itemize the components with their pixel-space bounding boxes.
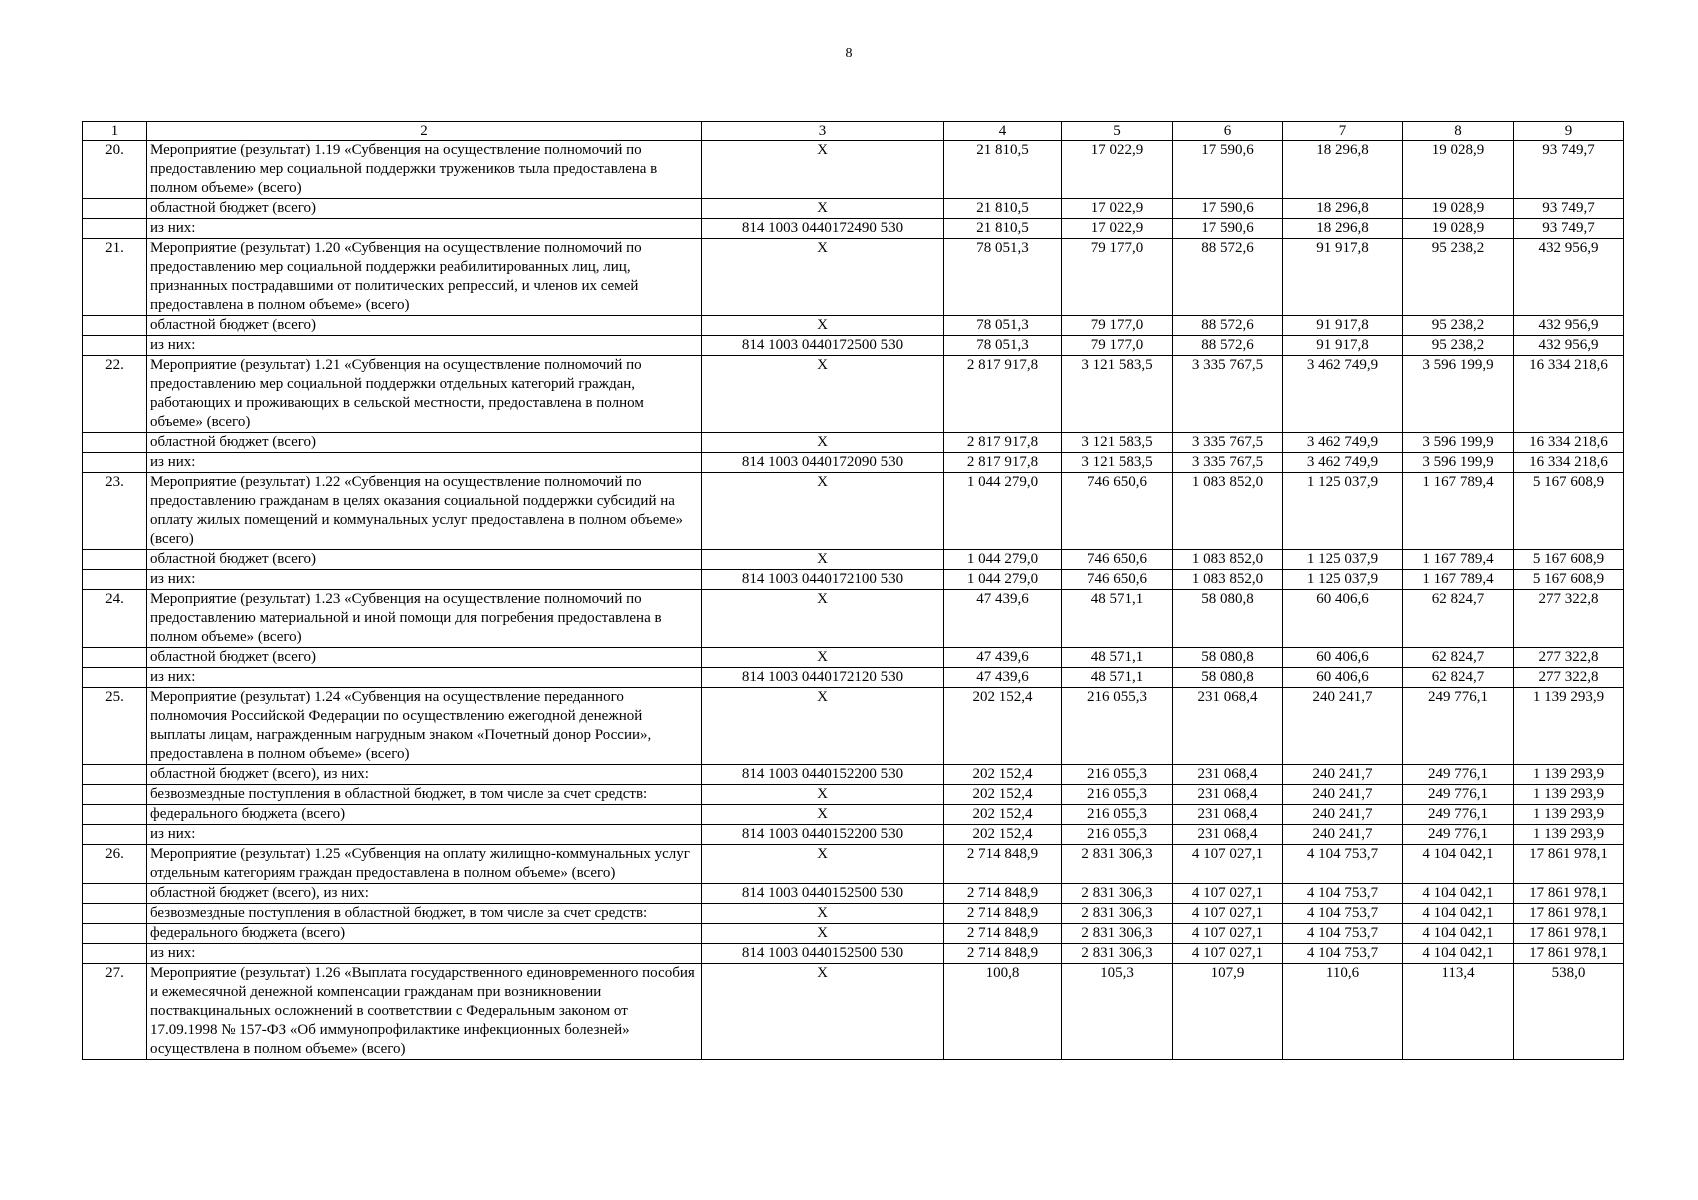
amount-cell: 21 810,5 xyxy=(944,199,1062,219)
amount-cell: 1 083 852,0 xyxy=(1173,570,1283,590)
table-body xyxy=(83,141,1624,1060)
description-cell: Мероприятие (результат) 1.19 «Субвенция на осуществление полномочий по предоставлению мер социальной поддержки тружеников тыла предоставлена в полном объеме» (всего) xyxy=(147,141,702,199)
amount-cell: 2 831 306,3 xyxy=(1062,904,1173,924)
row-number-cell: 27. xyxy=(83,964,147,1060)
amount-cell: 4 107 027,1 xyxy=(1173,845,1283,884)
amount-cell: 2 714 848,9 xyxy=(944,944,1062,964)
amount-cell: 105,3 xyxy=(1062,964,1173,1060)
header-cell: 3 xyxy=(702,122,944,141)
amount-cell: 432 956,9 xyxy=(1514,239,1624,316)
header-cell: 6 xyxy=(1173,122,1283,141)
row-number-cell: 22. xyxy=(83,356,147,433)
table-row xyxy=(83,845,1624,884)
row-number-cell xyxy=(83,944,147,964)
amount-cell: 1 139 293,9 xyxy=(1514,688,1624,765)
amount-cell: 19 028,9 xyxy=(1403,199,1514,219)
page-number: 8 xyxy=(845,46,853,61)
amount-cell: 746 650,6 xyxy=(1062,570,1173,590)
row-number-cell xyxy=(83,336,147,356)
row-number-cell xyxy=(83,805,147,825)
budget-code-cell: X xyxy=(702,239,944,316)
description-cell: из них: xyxy=(147,219,702,239)
amount-cell: 60 406,6 xyxy=(1283,590,1403,648)
amount-cell: 17 022,9 xyxy=(1062,219,1173,239)
table-row xyxy=(83,336,1624,356)
description-cell: Мероприятие (результат) 1.26 «Выплата государственного единовременного пособия и ежемесячной денежной компенсации гражданам при возникновении поствакцинальных осложнений в соответствии с Федеральным законом от 17.09.1998 № 157-ФЗ «Об иммунопрофилактике инфекционных болезней» осуществлена в полном объеме» (всего) xyxy=(147,964,702,1060)
description-cell: областной бюджет (всего), из них: xyxy=(147,765,702,785)
amount-cell: 2 714 848,9 xyxy=(944,904,1062,924)
description-cell: из них: xyxy=(147,668,702,688)
row-number-cell: 21. xyxy=(83,239,147,316)
amount-cell: 79 177,0 xyxy=(1062,336,1173,356)
description-cell: безвозмездные поступления в областной бюджет, в том числе за счет средств: xyxy=(147,904,702,924)
amount-cell: 17 022,9 xyxy=(1062,199,1173,219)
amount-cell: 91 917,8 xyxy=(1283,316,1403,336)
amount-cell: 16 334 218,6 xyxy=(1514,356,1624,433)
amount-cell: 110,6 xyxy=(1283,964,1403,1060)
budget-code-cell: 814 1003 0440152500 530 xyxy=(702,944,944,964)
header-cell: 9 xyxy=(1514,122,1624,141)
amount-cell: 240 241,7 xyxy=(1283,785,1403,805)
row-number-cell: 24. xyxy=(83,590,147,648)
row-number-cell xyxy=(83,825,147,845)
amount-cell: 1 125 037,9 xyxy=(1283,550,1403,570)
amount-cell: 277 322,8 xyxy=(1514,668,1624,688)
amount-cell: 231 068,4 xyxy=(1173,805,1283,825)
amount-cell: 202 152,4 xyxy=(944,785,1062,805)
amount-cell: 240 241,7 xyxy=(1283,765,1403,785)
amount-cell: 249 776,1 xyxy=(1403,785,1514,805)
amount-cell: 1 167 789,4 xyxy=(1403,473,1514,550)
table-row xyxy=(83,239,1624,316)
row-number-cell: 20. xyxy=(83,141,147,199)
amount-cell: 4 104 753,7 xyxy=(1283,924,1403,944)
amount-cell: 4 104 042,1 xyxy=(1403,904,1514,924)
amount-cell: 2 831 306,3 xyxy=(1062,884,1173,904)
amount-cell: 249 776,1 xyxy=(1403,688,1514,765)
amount-cell: 17 590,6 xyxy=(1173,219,1283,239)
amount-cell: 3 462 749,9 xyxy=(1283,433,1403,453)
amount-cell: 240 241,7 xyxy=(1283,825,1403,845)
amount-cell: 60 406,6 xyxy=(1283,648,1403,668)
amount-cell: 48 571,1 xyxy=(1062,648,1173,668)
budget-code-cell: 814 1003 0440152200 530 xyxy=(702,765,944,785)
amount-cell: 18 296,8 xyxy=(1283,199,1403,219)
amount-cell: 1 125 037,9 xyxy=(1283,473,1403,550)
amount-cell: 3 121 583,5 xyxy=(1062,356,1173,433)
amount-cell: 17 590,6 xyxy=(1173,141,1283,199)
amount-cell: 113,4 xyxy=(1403,964,1514,1060)
budget-code-cell: X xyxy=(702,964,944,1060)
description-cell: безвозмездные поступления в областной бюджет, в том числе за счет средств: xyxy=(147,785,702,805)
amount-cell: 62 824,7 xyxy=(1403,648,1514,668)
amount-cell: 78 051,3 xyxy=(944,316,1062,336)
amount-cell: 2 714 848,9 xyxy=(944,924,1062,944)
description-cell: федерального бюджета (всего) xyxy=(147,924,702,944)
row-number-cell xyxy=(83,199,147,219)
table-row xyxy=(83,884,1624,904)
amount-cell: 3 335 767,5 xyxy=(1173,453,1283,473)
amount-cell: 3 596 199,9 xyxy=(1403,356,1514,433)
amount-cell: 91 917,8 xyxy=(1283,239,1403,316)
amount-cell: 100,8 xyxy=(944,964,1062,1060)
amount-cell: 202 152,4 xyxy=(944,688,1062,765)
table-row xyxy=(83,141,1624,199)
budget-code-cell: X xyxy=(702,924,944,944)
amount-cell: 1 044 279,0 xyxy=(944,550,1062,570)
description-cell: из них: xyxy=(147,336,702,356)
amount-cell: 231 068,4 xyxy=(1173,688,1283,765)
row-number-cell: 25. xyxy=(83,688,147,765)
description-cell: областной бюджет (всего) xyxy=(147,316,702,336)
header-cell: 5 xyxy=(1062,122,1173,141)
budget-code-cell: 814 1003 0440172490 530 xyxy=(702,219,944,239)
table-row xyxy=(83,648,1624,668)
row-number-cell xyxy=(83,904,147,924)
amount-cell: 4 104 753,7 xyxy=(1283,845,1403,884)
amount-cell: 16 334 218,6 xyxy=(1514,453,1624,473)
amount-cell: 16 334 218,6 xyxy=(1514,433,1624,453)
amount-cell: 1 083 852,0 xyxy=(1173,550,1283,570)
description-cell: из них: xyxy=(147,453,702,473)
amount-cell: 78 051,3 xyxy=(944,239,1062,316)
amount-cell: 19 028,9 xyxy=(1403,141,1514,199)
budget-code-cell: X xyxy=(702,316,944,336)
budget-code-cell: X xyxy=(702,199,944,219)
amount-cell: 2 817 917,8 xyxy=(944,453,1062,473)
amount-cell: 4 104 042,1 xyxy=(1403,845,1514,884)
amount-cell: 58 080,8 xyxy=(1173,668,1283,688)
amount-cell: 3 462 749,9 xyxy=(1283,453,1403,473)
table-row xyxy=(83,550,1624,570)
table-row xyxy=(83,924,1624,944)
row-number-cell xyxy=(83,924,147,944)
amount-cell: 62 824,7 xyxy=(1403,668,1514,688)
amount-cell: 79 177,0 xyxy=(1062,239,1173,316)
amount-cell: 2 831 306,3 xyxy=(1062,845,1173,884)
amount-cell: 1 083 852,0 xyxy=(1173,473,1283,550)
row-number-cell xyxy=(83,765,147,785)
amount-cell: 5 167 608,9 xyxy=(1514,570,1624,590)
amount-cell: 2 714 848,9 xyxy=(944,845,1062,884)
table-row xyxy=(83,453,1624,473)
row-number-cell: 23. xyxy=(83,473,147,550)
amount-cell: 3 335 767,5 xyxy=(1173,433,1283,453)
budget-code-cell: 814 1003 0440152200 530 xyxy=(702,825,944,845)
table-row xyxy=(83,765,1624,785)
amount-cell: 432 956,9 xyxy=(1514,336,1624,356)
amount-cell: 17 861 978,1 xyxy=(1514,884,1624,904)
amount-cell: 19 028,9 xyxy=(1403,219,1514,239)
budget-code-cell: X xyxy=(702,805,944,825)
table-row xyxy=(83,825,1624,845)
table-row xyxy=(83,904,1624,924)
amount-cell: 1 139 293,9 xyxy=(1514,805,1624,825)
amount-cell: 2 831 306,3 xyxy=(1062,944,1173,964)
amount-cell: 3 335 767,5 xyxy=(1173,356,1283,433)
amount-cell: 2 831 306,3 xyxy=(1062,924,1173,944)
amount-cell: 95 238,2 xyxy=(1403,336,1514,356)
budget-code-cell: X xyxy=(702,845,944,884)
amount-cell: 17 022,9 xyxy=(1062,141,1173,199)
description-cell: Мероприятие (результат) 1.24 «Субвенция на осуществление переданного полномочия Российской Федерации по осуществлению ежегодной денежной выплаты лицам, награжденным нагрудным знаком «Почетный донор России», предоставлена в полном объеме» (всего) xyxy=(147,688,702,765)
budget-code-cell: X xyxy=(702,785,944,805)
amount-cell: 216 055,3 xyxy=(1062,805,1173,825)
row-number-cell: 26. xyxy=(83,845,147,884)
amount-cell: 93 749,7 xyxy=(1514,219,1624,239)
amount-cell: 202 152,4 xyxy=(944,765,1062,785)
header-cell: 7 xyxy=(1283,122,1403,141)
amount-cell: 249 776,1 xyxy=(1403,805,1514,825)
amount-cell: 4 107 027,1 xyxy=(1173,904,1283,924)
amount-cell: 240 241,7 xyxy=(1283,805,1403,825)
amount-cell: 1 139 293,9 xyxy=(1514,785,1624,805)
budget-code-cell: X xyxy=(702,550,944,570)
description-cell: областной бюджет (всего), из них: xyxy=(147,884,702,904)
amount-cell: 4 107 027,1 xyxy=(1173,944,1283,964)
amount-cell: 95 238,2 xyxy=(1403,239,1514,316)
description-cell: Мероприятие (результат) 1.23 «Субвенция на осуществление полномочий по предоставлению материальной и иной помощи для погребения предоставлена в полном объеме» (всего) xyxy=(147,590,702,648)
amount-cell: 17 861 978,1 xyxy=(1514,944,1624,964)
budget-code-cell: 814 1003 0440172120 530 xyxy=(702,668,944,688)
header-cell: 2 xyxy=(147,122,702,141)
amount-cell: 3 596 199,9 xyxy=(1403,433,1514,453)
amount-cell: 91 917,8 xyxy=(1283,336,1403,356)
amount-cell: 48 571,1 xyxy=(1062,668,1173,688)
amount-cell: 216 055,3 xyxy=(1062,765,1173,785)
amount-cell: 538,0 xyxy=(1514,964,1624,1060)
amount-cell: 5 167 608,9 xyxy=(1514,550,1624,570)
row-number-cell xyxy=(83,648,147,668)
amount-cell: 93 749,7 xyxy=(1514,141,1624,199)
table-row xyxy=(83,219,1624,239)
budget-code-cell: X xyxy=(702,904,944,924)
amount-cell: 93 749,7 xyxy=(1514,199,1624,219)
amount-cell: 58 080,8 xyxy=(1173,590,1283,648)
amount-cell: 3 462 749,9 xyxy=(1283,356,1403,433)
row-number-cell xyxy=(83,884,147,904)
row-number-cell xyxy=(83,433,147,453)
amount-cell: 4 104 042,1 xyxy=(1403,944,1514,964)
table-row xyxy=(83,964,1624,1060)
amount-cell: 88 572,6 xyxy=(1173,316,1283,336)
amount-cell: 88 572,6 xyxy=(1173,239,1283,316)
description-cell: областной бюджет (всего) xyxy=(147,648,702,668)
table-row xyxy=(83,199,1624,219)
table-row xyxy=(83,805,1624,825)
description-cell: Мероприятие (результат) 1.21 «Субвенция на осуществление полномочий по предоставлению мер социальной поддержки отдельных категорий граждан, работающих и проживающих в сельской местности, предоставлена в полном объеме» (всего) xyxy=(147,356,702,433)
amount-cell: 47 439,6 xyxy=(944,590,1062,648)
amount-cell: 4 104 753,7 xyxy=(1283,944,1403,964)
amount-cell: 17 590,6 xyxy=(1173,199,1283,219)
amount-cell: 1 139 293,9 xyxy=(1514,765,1624,785)
amount-cell: 1 125 037,9 xyxy=(1283,570,1403,590)
amount-cell: 18 296,8 xyxy=(1283,219,1403,239)
table-row xyxy=(83,785,1624,805)
amount-cell: 277 322,8 xyxy=(1514,590,1624,648)
budget-code-cell: X xyxy=(702,141,944,199)
description-cell: Мероприятие (результат) 1.22 «Субвенция на осуществление полномочий по предоставлению гражданам в целях оказания социальной поддержки субсидий на оплату жилых помещений и коммунальных услуг предоставлена в полном объеме» (всего) xyxy=(147,473,702,550)
amount-cell: 47 439,6 xyxy=(944,668,1062,688)
amount-cell: 216 055,3 xyxy=(1062,688,1173,765)
amount-cell: 1 044 279,0 xyxy=(944,570,1062,590)
amount-cell: 4 104 753,7 xyxy=(1283,904,1403,924)
amount-cell: 240 241,7 xyxy=(1283,688,1403,765)
description-cell: областной бюджет (всего) xyxy=(147,550,702,570)
table-row xyxy=(83,944,1624,964)
budget-code-cell: 814 1003 0440172100 530 xyxy=(702,570,944,590)
amount-cell: 746 650,6 xyxy=(1062,473,1173,550)
amount-cell: 4 104 753,7 xyxy=(1283,884,1403,904)
amount-cell: 48 571,1 xyxy=(1062,590,1173,648)
row-number-cell xyxy=(83,219,147,239)
header-cell: 4 xyxy=(944,122,1062,141)
amount-cell: 432 956,9 xyxy=(1514,316,1624,336)
table-row xyxy=(83,356,1624,433)
amount-cell: 79 177,0 xyxy=(1062,316,1173,336)
row-number-cell xyxy=(83,668,147,688)
amount-cell: 249 776,1 xyxy=(1403,825,1514,845)
row-number-cell xyxy=(83,453,147,473)
amount-cell: 3 596 199,9 xyxy=(1403,453,1514,473)
amount-cell: 88 572,6 xyxy=(1173,336,1283,356)
amount-cell: 3 121 583,5 xyxy=(1062,453,1173,473)
amount-cell: 4 104 042,1 xyxy=(1403,924,1514,944)
budget-code-cell: X xyxy=(702,356,944,433)
description-cell: областной бюджет (всего) xyxy=(147,199,702,219)
amount-cell: 231 068,4 xyxy=(1173,825,1283,845)
amount-cell: 1 167 789,4 xyxy=(1403,570,1514,590)
amount-cell: 202 152,4 xyxy=(944,805,1062,825)
budget-code-cell: X xyxy=(702,433,944,453)
description-cell: из них: xyxy=(147,825,702,845)
amount-cell: 17 861 978,1 xyxy=(1514,904,1624,924)
row-number-cell xyxy=(83,316,147,336)
amount-cell: 1 139 293,9 xyxy=(1514,825,1624,845)
amount-cell: 4 107 027,1 xyxy=(1173,924,1283,944)
budget-code-cell: 814 1003 0440172500 530 xyxy=(702,336,944,356)
amount-cell: 4 104 042,1 xyxy=(1403,884,1514,904)
amount-cell: 2 817 917,8 xyxy=(944,356,1062,433)
amount-cell: 47 439,6 xyxy=(944,648,1062,668)
amount-cell: 249 776,1 xyxy=(1403,765,1514,785)
description-cell: областной бюджет (всего) xyxy=(147,433,702,453)
amount-cell: 78 051,3 xyxy=(944,336,1062,356)
table-row xyxy=(83,570,1624,590)
amount-cell: 2 817 917,8 xyxy=(944,433,1062,453)
table-row xyxy=(83,688,1624,765)
budget-code-cell: 814 1003 0440152500 530 xyxy=(702,884,944,904)
amount-cell: 231 068,4 xyxy=(1173,785,1283,805)
amount-cell: 216 055,3 xyxy=(1062,825,1173,845)
amount-cell: 202 152,4 xyxy=(944,825,1062,845)
header-row xyxy=(83,122,1624,141)
amount-cell: 21 810,5 xyxy=(944,219,1062,239)
amount-cell: 60 406,6 xyxy=(1283,668,1403,688)
amount-cell: 746 650,6 xyxy=(1062,550,1173,570)
description-cell: из них: xyxy=(147,570,702,590)
table-row xyxy=(83,590,1624,648)
amount-cell: 3 121 583,5 xyxy=(1062,433,1173,453)
amount-cell: 107,9 xyxy=(1173,964,1283,1060)
amount-cell: 17 861 978,1 xyxy=(1514,924,1624,944)
budget-code-cell: 814 1003 0440172090 530 xyxy=(702,453,944,473)
amount-cell: 58 080,8 xyxy=(1173,648,1283,668)
table-row xyxy=(83,433,1624,453)
amount-cell: 95 238,2 xyxy=(1403,316,1514,336)
row-number-cell xyxy=(83,785,147,805)
amount-cell: 277 322,8 xyxy=(1514,648,1624,668)
amount-cell: 216 055,3 xyxy=(1062,785,1173,805)
amount-cell: 4 107 027,1 xyxy=(1173,884,1283,904)
header-cell: 8 xyxy=(1403,122,1514,141)
description-cell: Мероприятие (результат) 1.25 «Субвенция на оплату жилищно-коммунальных услуг отдельным категориям граждан предоставлена в полном объеме» (всего) xyxy=(147,845,702,884)
amount-cell: 231 068,4 xyxy=(1173,765,1283,785)
budget-code-cell: X xyxy=(702,688,944,765)
header-cell: 1 xyxy=(83,122,147,141)
description-cell: федерального бюджета (всего) xyxy=(147,805,702,825)
amount-cell: 1 167 789,4 xyxy=(1403,550,1514,570)
description-cell: из них: xyxy=(147,944,702,964)
budget-code-cell: X xyxy=(702,473,944,550)
amount-cell: 17 861 978,1 xyxy=(1514,845,1624,884)
budget-table xyxy=(82,121,1624,1060)
row-number-cell xyxy=(83,570,147,590)
amount-cell: 18 296,8 xyxy=(1283,141,1403,199)
amount-cell: 1 044 279,0 xyxy=(944,473,1062,550)
description-cell: Мероприятие (результат) 1.20 «Субвенция на осуществление полномочий по предоставлению мер социальной поддержки реабилитированных лиц, лиц, признанных пострадавшими от политических репрессий, и членов их семей предоставлена в полном объеме» (всего) xyxy=(147,239,702,316)
table-row xyxy=(83,668,1624,688)
amount-cell: 62 824,7 xyxy=(1403,590,1514,648)
table-row xyxy=(83,316,1624,336)
table-row xyxy=(83,473,1624,550)
row-number-cell xyxy=(83,550,147,570)
budget-code-cell: X xyxy=(702,590,944,648)
amount-cell: 5 167 608,9 xyxy=(1514,473,1624,550)
amount-cell: 2 714 848,9 xyxy=(944,884,1062,904)
budget-code-cell: X xyxy=(702,648,944,668)
amount-cell: 21 810,5 xyxy=(944,141,1062,199)
